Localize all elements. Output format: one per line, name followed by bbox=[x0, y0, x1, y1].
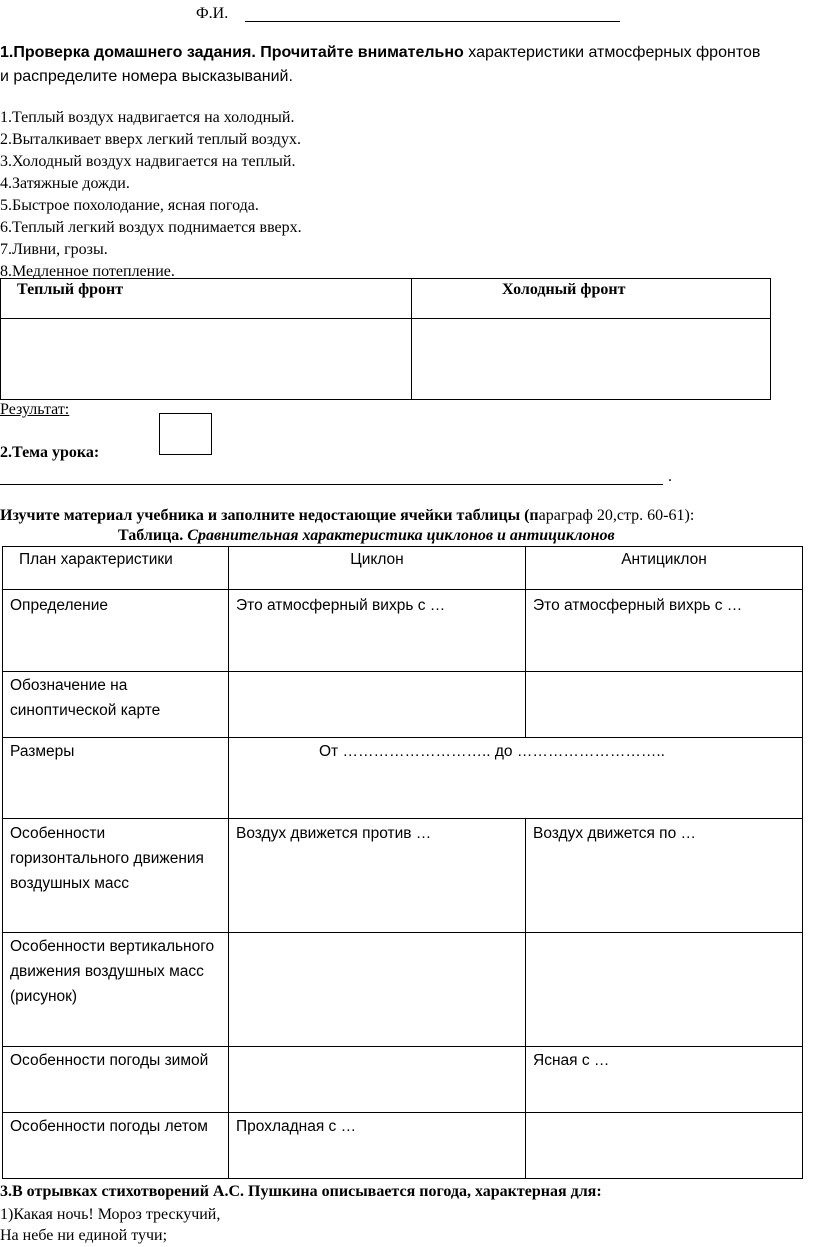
statement-item: 7.Ливни, грозы. bbox=[0, 241, 108, 258]
statement-item: 6.Теплый легкий воздух поднимается вверх. bbox=[0, 219, 302, 236]
anticyclone-cell[interactable] bbox=[526, 933, 803, 1047]
row-label: Особенности горизонтального движения воздушных масс bbox=[3, 819, 229, 933]
anticyclone-cell[interactable] bbox=[526, 672, 803, 738]
poem-line: 1)Какая ночь! Мороз трескучий, bbox=[0, 1206, 221, 1223]
row-label: Обозначение на синоптической карте bbox=[3, 672, 229, 738]
table-row bbox=[3, 672, 803, 738]
table-row bbox=[3, 1113, 803, 1179]
cyclone-table bbox=[2, 546, 803, 1179]
cold-front-header: Холодный фронт bbox=[412, 279, 771, 319]
size-merged-cell[interactable]: От ……………………….. до ……………………….. bbox=[229, 738, 803, 819]
anticyclone-cell[interactable]: Ясная с … bbox=[526, 1047, 803, 1113]
row-label: Особенности вертикального движения воздушных масс (рисунок) bbox=[3, 933, 229, 1047]
fronts-table bbox=[0, 278, 771, 400]
warm-front-cell[interactable] bbox=[1, 319, 412, 400]
poem-line: На небе ни единой тучи; bbox=[0, 1227, 168, 1244]
cyclone-cell[interactable] bbox=[229, 1047, 526, 1113]
lesson-topic-period: . bbox=[668, 468, 672, 485]
anticyclone-cell[interactable]: Воздух движется по … bbox=[526, 819, 803, 933]
statement-item: 1.Теплый воздух надвигается на холодный. bbox=[0, 109, 295, 126]
row-label: Размеры bbox=[3, 738, 229, 819]
anticyclone-cell[interactable]: Это атмосферный вихрь с … bbox=[526, 590, 803, 672]
table-row bbox=[3, 738, 803, 819]
warm-front-header: Теплый фронт bbox=[1, 279, 412, 319]
cold-front-cell[interactable] bbox=[412, 319, 771, 400]
section3-title: 3.В отрывках стихотворений А.С. Пушкина описывается погода, характерная для: bbox=[0, 1183, 602, 1200]
fio-label: Ф.И. bbox=[196, 5, 229, 22]
caption-bold: Таблица. bbox=[118, 527, 184, 544]
result-box[interactable] bbox=[159, 413, 212, 455]
lesson-topic-label: 2.Тема урока: bbox=[0, 444, 100, 461]
cyclone-cell[interactable]: Воздух движется против … bbox=[229, 819, 526, 933]
cyclone-cell[interactable] bbox=[229, 672, 526, 738]
statement-item: 3.Холодный воздух надвигается на теплый. bbox=[0, 153, 296, 170]
result-label: Результат: bbox=[0, 401, 70, 418]
instruction-rest: араграф 20,стр. 60-61): bbox=[538, 507, 695, 524]
header-cyclone: Циклон bbox=[229, 547, 526, 590]
fio-input-line[interactable] bbox=[245, 21, 620, 22]
table-caption bbox=[118, 527, 615, 545]
row-label: Особенности погоды летом bbox=[3, 1113, 229, 1179]
cyclone-cell[interactable]: Это атмосферный вихрь с … bbox=[229, 590, 526, 672]
caption-italic: Сравнительная характеристика циклонов и антициклонов bbox=[183, 527, 615, 544]
cyclone-cell[interactable] bbox=[229, 933, 526, 1047]
row-label: Особенности погоды зимой bbox=[3, 1047, 229, 1113]
table-row bbox=[3, 933, 803, 1047]
header-anticyclone: Антициклон bbox=[526, 547, 803, 590]
section1-title-bold: 1.Проверка домашнего задания. Прочитайте внимательно bbox=[0, 44, 464, 61]
statements-list bbox=[0, 107, 302, 283]
poem bbox=[0, 1204, 220, 1246]
header-plan: План характеристики bbox=[3, 547, 229, 590]
table-instruction bbox=[0, 507, 694, 525]
section1-title bbox=[0, 44, 760, 62]
lesson-topic-line[interactable] bbox=[0, 484, 663, 485]
statement-item: 8.Медленное потепление. bbox=[0, 263, 175, 280]
statement-item: 5.Быстрое похолодание, ясная погода. bbox=[0, 197, 259, 214]
table-row bbox=[3, 590, 803, 672]
row-label: Определение bbox=[3, 590, 229, 672]
statement-item: 2.Выталкивает вверх легкий теплый воздух. bbox=[0, 131, 301, 148]
instruction-bold: Изучите материал учебника и заполните недостающие ячейки таблицы (п bbox=[0, 507, 539, 524]
table-row bbox=[3, 819, 803, 933]
anticyclone-cell[interactable] bbox=[526, 1113, 803, 1179]
statement-item: 4.Затяжные дожди. bbox=[0, 175, 130, 192]
section1-title-rest: характеристики атмосферных фронтов bbox=[463, 44, 761, 61]
section1-title-line2: и распределите номера высказываний. bbox=[0, 68, 293, 85]
table-row bbox=[3, 1047, 803, 1113]
cyclone-cell[interactable]: Прохладная с … bbox=[229, 1113, 526, 1179]
